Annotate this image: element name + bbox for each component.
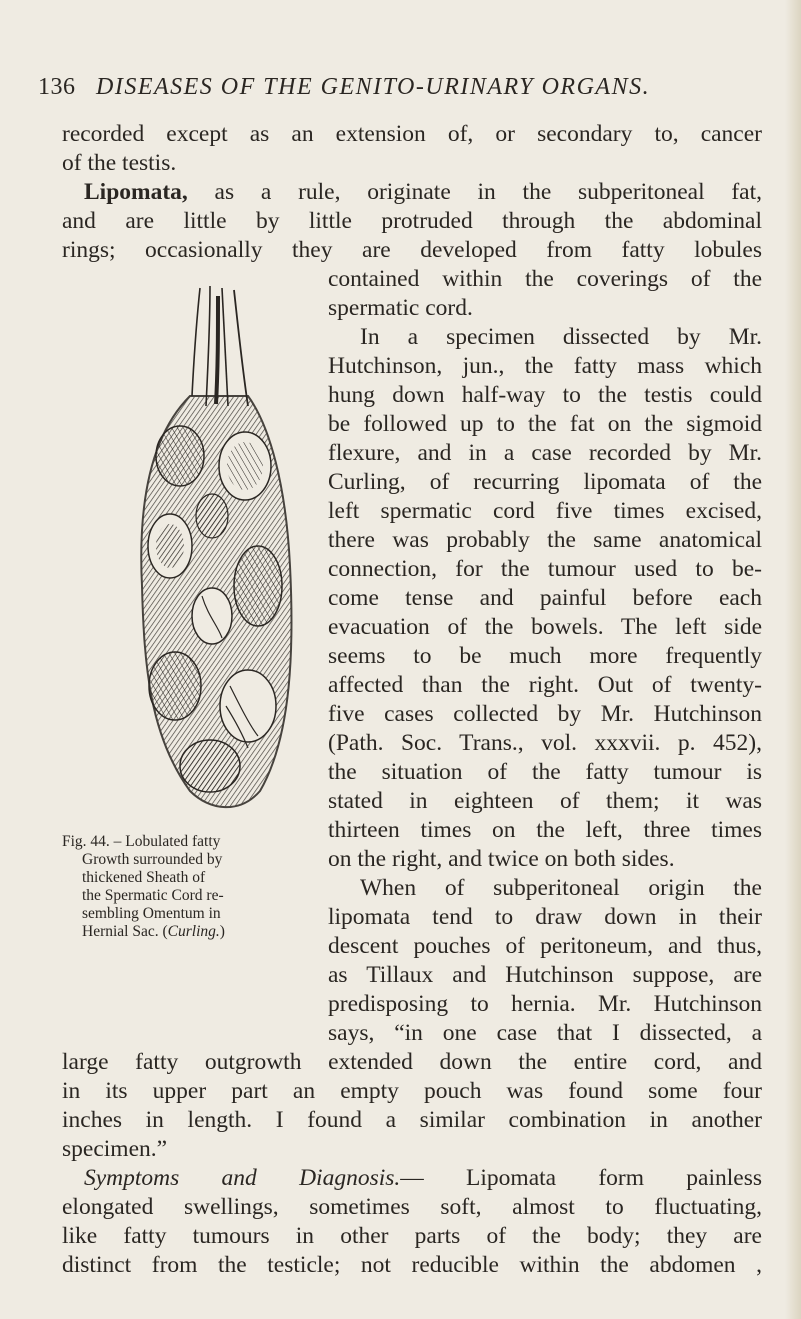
text-line: predisposing to hernia. Mr. Hutchinson: [328, 991, 762, 1017]
text-line: in its upper part an empty pouch was found some four: [62, 1078, 762, 1104]
figure-caption-line: the Spermatic Cord re-: [82, 887, 224, 904]
text-line: there was probably the same anatomical: [328, 527, 762, 553]
text-line: spermatic cord.: [328, 295, 473, 321]
lipomata-lead: Lipomata,: [84, 179, 188, 205]
text-line: hung down half-way to the testis could: [328, 382, 762, 408]
text-line: five cases collected by Mr. Hutchinson: [328, 701, 762, 727]
text-line: large fatty outgrowth extended down the entire cord, and: [62, 1049, 762, 1075]
symptoms-heading: Symptoms and Diagnosis.: [84, 1165, 401, 1191]
text-line: on the right, and twice on both sides.: [328, 846, 675, 872]
text-line: be followed up to the fat on the sigmoid: [328, 411, 762, 437]
lobulated-fatty-growth-illustration: [130, 286, 298, 816]
text-line: stated in eighteen of them; it was: [328, 788, 762, 814]
text-line: left spermatic cord five times excised,: [328, 498, 762, 524]
text-line: affected than the right. Out of twenty-: [328, 672, 762, 698]
paragraph-symptoms: [84, 1164, 762, 1193]
page-header: [38, 74, 758, 104]
page-number: 136: [38, 74, 76, 100]
text-line: flexure, and in a case recorded by Mr.: [328, 440, 762, 466]
text-line: like fatty tumours in other parts of the body; they are: [62, 1223, 762, 1249]
text-line: connection, for the tumour used to be-: [328, 556, 762, 582]
text-line: and are little by little protruded through the abdominal: [62, 208, 762, 234]
figure-caption-author: Curling.: [167, 923, 220, 940]
text-line: of the testis.: [62, 150, 177, 176]
text-line: come tense and painful before each: [328, 585, 762, 611]
text-line: thirteen times on the left, three times: [328, 817, 762, 843]
paragraph-lipomata: [84, 178, 762, 207]
figure-caption-line: sembling Omentum in: [82, 905, 221, 922]
text-line: (Path. Soc. Trans., vol. xxxvii. p. 452),: [328, 730, 762, 756]
running-head: DISEASES OF THE GENITO-URINARY ORGANS.: [96, 74, 651, 100]
text-line: says, “in one case that I dissected, a: [328, 1020, 762, 1046]
text-line: Hutchinson, jun., the fatty mass which: [328, 353, 762, 379]
text-line: as Tillaux and Hutchinson suppose, are: [328, 962, 762, 988]
text-line: lipomata tend to draw down in their: [328, 904, 762, 930]
text-line: elongated swellings, sometimes soft, almost to fluctuating,: [62, 1194, 762, 1220]
text-line: the situation of the fatty tumour is: [328, 759, 762, 785]
text-line: specimen.”: [62, 1136, 168, 1162]
text-line: In a specimen dissected by Mr.: [360, 324, 762, 350]
figure-caption-line: Hernial Sac. (Curling.): [82, 923, 225, 940]
text-line: recorded except as an extension of, or secondary to, cancer: [62, 121, 762, 147]
figure-caption-line: thickened Sheath of: [82, 869, 206, 886]
text-line: rule, originate in the subperitoneal fat,: [298, 179, 763, 205]
text-line: evacuation of the bowels. The left side: [328, 614, 762, 640]
text-line: descent pouches of peritoneum, and thus,: [328, 933, 762, 959]
figure-caption-line: Fig. 44. – Lobulated fatty: [62, 833, 221, 850]
text-line: — Lipomata form painless: [400, 1165, 762, 1191]
text-line: inches in length. I found a similar combination in another: [62, 1107, 762, 1133]
text-line: contained within the coverings of the: [328, 266, 762, 292]
text-line: rings; occasionally they are developed from fatty lobules: [62, 237, 762, 263]
page-edge-shadow: [785, 0, 801, 1319]
figure-caption-line: Growth surrounded by: [82, 851, 223, 868]
text-line: Curling, of recurring lipomata of the: [328, 469, 762, 495]
text-line: distinct from the testicle; not reducible within the abdomen ,: [62, 1252, 762, 1278]
text-line: seems to be much more frequently: [328, 643, 762, 669]
lipomata-rest: as a: [187, 179, 272, 205]
text-line: When of subperitoneal origin the: [360, 875, 762, 901]
